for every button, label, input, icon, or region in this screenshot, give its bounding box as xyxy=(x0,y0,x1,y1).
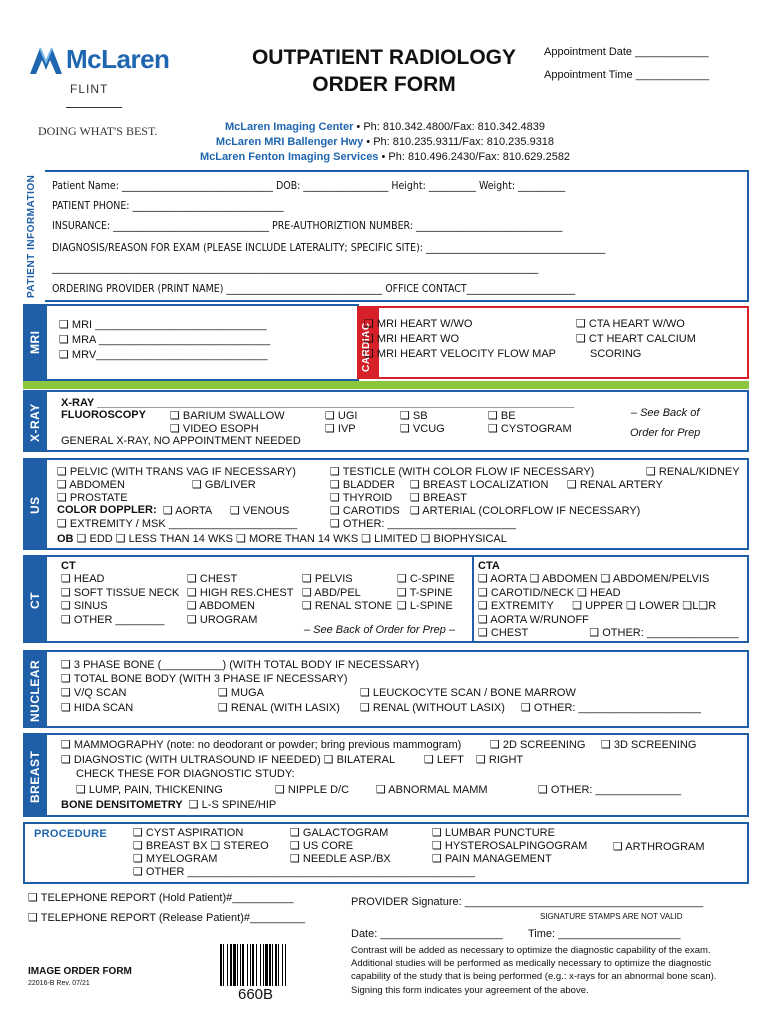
color-doppler-label: COLOR DOPPLER: xyxy=(57,504,157,516)
ct-sinus-option[interactable]: ❑ SINUS xyxy=(61,600,108,612)
title-line2: ORDER FORM xyxy=(312,73,456,96)
logo-name: McLaren xyxy=(66,44,170,74)
patient-name-field[interactable]: Patient Name: ________________________________ DOB: __________________ Height: __________ Weight: __________ xyxy=(52,180,566,192)
us-other-option[interactable]: ❑ OTHER: _____________________ xyxy=(330,518,517,530)
breast-left-option[interactable]: ❑ LEFT xyxy=(424,754,464,766)
location-3-info: • Ph: 810.496.2430/Fax: 810.629.2582 xyxy=(378,151,571,163)
lumbar-puncture-option[interactable]: ❑ LUMBAR PUNCTURE xyxy=(432,827,555,839)
location-1-name: McLaren Imaging Center xyxy=(225,121,354,133)
location-2-name: McLaren MRI Ballenger Hwy xyxy=(215,136,364,148)
galactogram-option[interactable]: ❑ GALACTOGRAM xyxy=(290,827,389,839)
sb-option[interactable]: ❑ SB xyxy=(400,410,428,422)
cta-heart-wwo[interactable]: ❑ CTA HEART W/WO xyxy=(576,318,685,330)
nuclear-hida-scan-option[interactable]: ❑ HIDA SCAN xyxy=(61,702,134,714)
ct-pelvis-option[interactable]: ❑ PELVIS xyxy=(302,573,353,585)
nuclear-vq-scan-option[interactable]: ❑ V/Q SCAN xyxy=(61,687,127,699)
cta-chest-row xyxy=(478,627,739,641)
breast-tab-label: BREAST xyxy=(28,750,42,803)
us-breast-option[interactable]: ❑ BREAST xyxy=(410,492,467,504)
title-line1: OUTPATIENT RADIOLOGY xyxy=(251,46,517,69)
patient-phone-field[interactable]: PATIENT PHONE: ________________________________ xyxy=(52,200,284,212)
cta-heading: CTA xyxy=(478,560,500,572)
cta-extremity-option[interactable]: ❑ EXTREMITY xyxy=(478,600,554,612)
footer-note-2: Additional studies will be performed as medically necessary to optimize the diagnostic xyxy=(351,958,712,970)
needle-asp-option[interactable]: ❑ NEEDLE ASP./BX xyxy=(290,853,391,865)
2d-screening-option[interactable]: ❑ 2D SCREENING xyxy=(490,739,586,751)
ct-renal-stone-option[interactable]: ❑ RENAL STONE xyxy=(302,600,392,612)
diagnostic-option[interactable]: ❑ DIAGNOSTIC (WITH ULTRASOUND IF NEEDED) ❑ BILATERAL xyxy=(61,754,396,766)
ordering-provider-field[interactable]: ORDERING PROVIDER (PRINT NAME) _________________________________ OFFICE CONTACT_______________________ xyxy=(52,283,576,295)
us-testicle-option[interactable]: ❑ TESTICLE (WITH COLOR FLOW IF NECESSARY) xyxy=(330,466,595,478)
cta-aorta-runoff-option[interactable]: ❑ AORTA W/RUNOFF xyxy=(478,613,589,626)
nuclear-renal-no-lasix-option[interactable]: ❑ RENAL (WITHOUT LASIX) xyxy=(360,702,505,714)
ob-row xyxy=(57,532,507,545)
time-field[interactable]: Time: ____________________ xyxy=(528,928,681,940)
nuclear-muga-option[interactable]: ❑ MUGA xyxy=(218,687,264,699)
barium-swallow-option[interactable]: ❑ BARIUM SWALLOW xyxy=(170,410,285,422)
breast-bx-option[interactable]: ❑ BREAST BX ❑ STEREO xyxy=(133,840,269,852)
us-breast-localization-option[interactable]: ❑ BREAST LOCALIZATION xyxy=(410,479,549,491)
form-code: 22016-B Rev. 07/21 xyxy=(28,980,90,987)
provider-signature[interactable]: PROVIDER Signature: _______________________________________ xyxy=(351,896,704,908)
footer-note-3: capability of the study that is being performed (e.g.: x-rays for an abnormal bone scan). xyxy=(351,971,717,983)
nuclear-leuckocyte-option[interactable]: ❑ LEUCKOCYTE SCAN / BONE MARROW xyxy=(360,687,576,699)
nuclear-other-option[interactable]: ❑ OTHER: ____________________ xyxy=(521,702,701,714)
nuclear-tab-label: NUCLEAR xyxy=(28,659,42,722)
cardiac-cta-items xyxy=(576,317,696,362)
us-aorta-option[interactable]: ❑ AORTA xyxy=(163,505,213,517)
footer-note-1: Contrast will be added as necessary to optimize the diagnostic capability of the exam. xyxy=(351,945,711,956)
mammography-option[interactable]: ❑ MAMMOGRAPHY (note: no deodorant or powder; bring previous mammogram) xyxy=(61,739,462,751)
hysterosalpingogram-option[interactable]: ❑ HYSTEROSALPINGOGRAM xyxy=(432,840,588,852)
lump-pain-option[interactable]: ❑ LUMP, PAIN, THICKENING xyxy=(76,784,223,796)
date-field[interactable]: Date: ____________________ xyxy=(351,928,503,940)
procedure-label: PROCEDURE xyxy=(34,828,107,840)
ugi-option[interactable]: ❑ UGI xyxy=(325,410,358,422)
general-xray-note: GENERAL X-RAY, NO APPOINTMENT NEEDED xyxy=(61,435,301,447)
us-pelvic-option[interactable]: ❑ PELVIC (WITH TRANS VAG IF NECESSARY) xyxy=(57,466,296,478)
cta-chest-option[interactable]: ❑ CHEST xyxy=(478,627,529,639)
telephone-report-release[interactable]: ❑ TELEPHONE REPORT (Release Patient)#_________ xyxy=(28,912,306,924)
ct-prep-note: – See Back of Order for Prep – xyxy=(304,624,456,636)
us-arterial-option[interactable]: ❑ ARTERIAL (COLORFLOW IF NECESSARY) xyxy=(410,505,641,517)
us-carotids-option[interactable]: ❑ CAROTIDS xyxy=(330,505,400,517)
us-core-option[interactable]: ❑ US CORE xyxy=(290,840,354,852)
page-title xyxy=(242,44,526,98)
ct-other-option[interactable]: ❑ OTHER ________ xyxy=(61,613,165,626)
barcode xyxy=(218,944,314,986)
ct-col1 xyxy=(61,573,179,627)
ct-col3 xyxy=(302,573,392,614)
barcode-icon xyxy=(218,944,314,986)
procedure-other-option[interactable]: ❑ OTHER _______________________________________________ xyxy=(133,866,476,878)
cystogram-option[interactable]: ❑ CYSTOGRAM xyxy=(488,423,572,435)
patient-info-tab xyxy=(23,170,45,302)
logo-sub: FLINT xyxy=(70,82,109,96)
nuclear-renal-lasix-option[interactable]: ❑ RENAL (WITH LASIX) xyxy=(218,702,340,714)
mri-items xyxy=(59,318,270,363)
ivp-option[interactable]: ❑ IVP xyxy=(325,423,356,435)
diagnosis-field-line2[interactable]: _______________________________________________________________________________________________________ xyxy=(52,262,539,274)
ct-head-option[interactable]: ❑ HEAD xyxy=(61,573,105,585)
cardiac-tab-label: CARDIAC xyxy=(361,322,372,372)
insurance-field[interactable]: INSURANCE: _________________________________ PRE-AUTHORIZTION NUMBER: _______________________________ xyxy=(52,220,563,232)
mri-heart-velocity[interactable]: ❑ MRI HEART VELOCITY FLOW MAP xyxy=(364,348,557,360)
breast-right-option[interactable]: ❑ RIGHT xyxy=(476,754,524,766)
bone-densitometry-label: BONE DENSITOMETRY xyxy=(61,799,183,811)
us-venous-option[interactable]: ❑ VENOUS xyxy=(230,505,290,517)
diagnostic-check-label: CHECK THESE FOR DIAGNOSTIC STUDY: xyxy=(76,768,295,780)
mri-tab-label: MRI xyxy=(28,330,42,354)
3d-screening-option[interactable]: ❑ 3D SCREENING xyxy=(601,739,697,751)
cta-aorta-row[interactable]: ❑ AORTA ❑ ABDOMEN ❑ ABDOMEN/PELVIS xyxy=(478,573,710,585)
ct-tab-label: CT xyxy=(28,592,42,609)
nuclear-tab xyxy=(23,650,47,728)
ct-heading: CT xyxy=(61,560,76,572)
ct-l-spine-option[interactable]: ❑ L-SPINE xyxy=(397,600,453,612)
logo-divider xyxy=(66,107,122,108)
vcug-option[interactable]: ❑ VCUG xyxy=(400,423,445,435)
nuclear-3-phase-bone-option[interactable]: ❑ 3 PHASE BONE (__________) (WITH TOTAL BODY IF NECESSARY) xyxy=(61,659,420,671)
mri-option[interactable]: ❑ MRI ____________________________ xyxy=(59,319,267,331)
ct-urogram-option[interactable]: ❑ UROGRAM xyxy=(187,613,258,626)
ct-divider xyxy=(472,555,474,643)
xray-tab-label: X-RAY xyxy=(28,403,42,442)
mclaren-logo-icon xyxy=(28,44,64,78)
us-bladder-option[interactable]: ❑ BLADDER xyxy=(330,479,395,491)
us-thyroid-option[interactable]: ❑ THYROID xyxy=(330,492,393,504)
ct-tab xyxy=(23,555,47,643)
us-abdomen-option[interactable]: ❑ ABDOMEN xyxy=(57,479,125,491)
cta-other-option[interactable]: ❑ OTHER: _______________ xyxy=(589,627,739,639)
location-3-name: McLaren Fenton Imaging Services xyxy=(199,151,379,163)
ct-t-spine-option[interactable]: ❑ T-SPINE xyxy=(397,586,453,599)
ct-high-res-chest-option[interactable]: ❑ HIGH RES.CHEST xyxy=(187,586,294,599)
ct-abdomen-option[interactable]: ❑ ABDOMEN xyxy=(187,600,255,612)
ls-spine-hip-option[interactable]: ❑ L-S SPINE/HIP xyxy=(188,799,277,811)
cta-items xyxy=(478,573,739,641)
diagnosis-field[interactable]: DIAGNOSIS/REASON FOR EXAM (PLEASE INCLUDE LATERALITY; SPECIFIC SITE): ______________________________________ xyxy=(52,242,606,254)
appointment-time[interactable]: Appointment Time ____________ xyxy=(544,69,710,81)
form-name: IMAGE ORDER FORM xyxy=(28,966,132,977)
procedure-col3 xyxy=(432,827,587,866)
ob-label: OB xyxy=(57,533,74,545)
ct-c-spine-option[interactable]: ❑ C-SPINE xyxy=(397,573,455,585)
us-prostate-option[interactable]: ❑ PROSTATE xyxy=(57,492,128,504)
ob-options[interactable]: ❑ EDD ❑ LESS THAN 14 WKS ❑ MORE THAN 14 WKS ❑ LIMITED ❑ BIOPHYSICAL xyxy=(76,533,507,545)
cta-extremity-side[interactable]: ❑ UPPER ❑ LOWER ❑L❑R xyxy=(572,600,717,612)
ct-chest-option[interactable]: ❑ CHEST xyxy=(187,573,238,585)
tagline: DOING WHAT'S BEST. xyxy=(38,124,158,138)
ct-soft-tissue-neck-option[interactable]: ❑ SOFT TISSUE NECK xyxy=(61,586,180,599)
abnormal-mamm-option[interactable]: ❑ ABNORMAL MAMM xyxy=(376,784,488,796)
telephone-report-hold[interactable]: ❑ TELEPHONE REPORT (Hold Patient)#__________ xyxy=(28,892,294,904)
pain-management-option[interactable]: ❑ PAIN MANAGEMENT xyxy=(432,853,552,865)
xray-prep-note xyxy=(630,403,700,443)
myelogram-option[interactable]: ❑ MYELOGRAM xyxy=(133,853,218,865)
procedure-col2 xyxy=(290,827,391,866)
xray-tab xyxy=(23,390,47,452)
bone-densitometry-row xyxy=(61,798,276,811)
cta-carotid-row[interactable]: ❑ CAROTID/NECK ❑ HEAD xyxy=(478,586,621,599)
mri-heart-wwo[interactable]: ❑ MRI HEART W/WO xyxy=(364,318,473,330)
ct-col2 xyxy=(187,573,293,627)
cta-extremity-row xyxy=(478,600,739,614)
footer-notes xyxy=(351,944,716,997)
us-renal-kidney-option[interactable]: ❑ RENAL/KIDNEY xyxy=(646,466,740,478)
us-tab xyxy=(23,458,47,550)
nipple-dc-option[interactable]: ❑ NIPPLE D/C xyxy=(275,784,350,796)
us-extremity-option[interactable]: ❑ EXTREMITY / MSK _____________________ xyxy=(57,518,298,530)
us-gb-liver-option[interactable]: ❑ GB/LIVER xyxy=(192,479,256,491)
video-esoph-option[interactable]: ❑ VIDEO ESOPH xyxy=(170,423,259,435)
nuclear-total-bone-body-option[interactable]: ❑ TOTAL BONE BODY (WITH 3 PHASE IF NECESSARY) xyxy=(61,673,348,685)
locations xyxy=(0,120,770,165)
location-2-info: • Ph: 810.235.9311/Fax: 810.235.9318 xyxy=(363,136,555,148)
patient-info-tab-label: PATIENT INFORMATION xyxy=(26,174,37,298)
cardiac-mri-items xyxy=(364,317,556,362)
location-1-info: • Ph: 810.342.4800/Fax: 810.342.4839 xyxy=(353,121,545,133)
ct-heart-calcium-scoring: SCORING xyxy=(590,348,642,360)
xray-prep-note-line2: Order for Prep xyxy=(630,427,701,439)
appointment-date[interactable]: Appointment Date ____________ xyxy=(544,46,709,58)
breast-tab xyxy=(23,733,47,817)
us-renal-artery-option[interactable]: ❑ RENAL ARTERY xyxy=(567,479,663,491)
mri-heart-wo[interactable]: ❑ MRI HEART WO xyxy=(364,333,460,345)
fluoroscopy-label: FLUOROSCOPY xyxy=(61,409,146,421)
footer-note-4: Signing this form indicates your agreement of the above. xyxy=(351,984,589,996)
barcode-text: 660B xyxy=(238,986,274,1003)
mrv-option[interactable]: ❑ MRV____________________________ xyxy=(59,349,268,361)
ct-heart-calcium[interactable]: ❑ CT HEART CALCIUM xyxy=(576,333,696,345)
ct-col4 xyxy=(397,573,455,614)
signature-stamps-note: SIGNATURE STAMPS ARE NOT VALID xyxy=(540,912,683,921)
us-tab-label: US xyxy=(28,496,42,514)
mra-option[interactable]: ❑ MRA ____________________________ xyxy=(59,334,271,346)
section-divider xyxy=(23,381,749,389)
xray-prep-note-line1: – See Back of xyxy=(630,407,700,419)
arthrogram-option[interactable]: ❑ ARTHROGRAM xyxy=(613,841,705,853)
ct-abd-pel-option[interactable]: ❑ ABD/PEL xyxy=(302,586,361,599)
breast-other-option[interactable]: ❑ OTHER: ______________ xyxy=(538,784,682,796)
xray-field[interactable]: X-RAY ______________________________________________________________________________ xyxy=(61,397,575,409)
be-option[interactable]: ❑ BE xyxy=(488,410,516,422)
cyst-aspiration-option[interactable]: ❑ CYST ASPIRATION xyxy=(133,827,244,839)
